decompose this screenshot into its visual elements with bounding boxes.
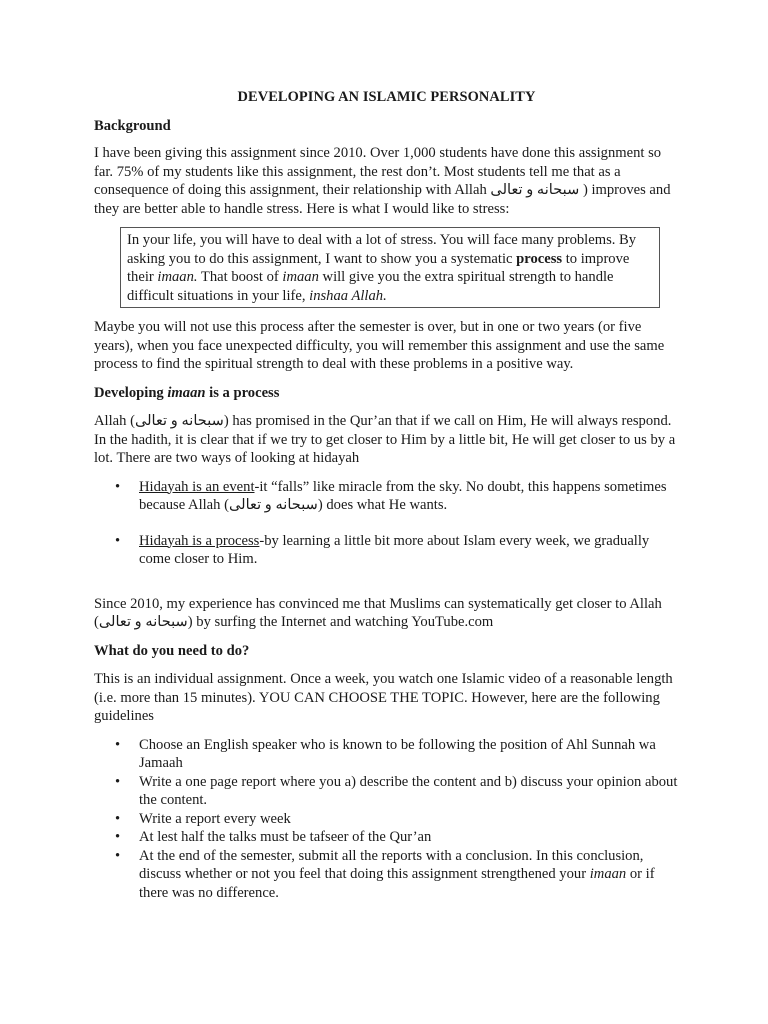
list-item: • At lest half the talks must be tafseer of the Qur’an: [115, 829, 432, 845]
process-heading: Developing imaan is a process: [94, 384, 280, 401]
since-paragraph: Since 2010, my experience has convinced me that Muslims can systematically get closer to Allah (سبحانه و تعالى) by surfing the Internet and watching YouTube.com: [94, 595, 662, 630]
background-heading: Background: [94, 117, 171, 134]
bullet-icon: •: [115, 847, 121, 864]
list-item: • Hidayah is an event-it “falls” like miracle from the sky. No doubt, this happens sometimes because Allah (سبحانه و تعالى) does what He wants.: [115, 478, 667, 513]
list-item: • Write a one page report where you a) describe the content and b) discuss your opinion about the content.: [115, 773, 678, 808]
bullet-icon: •: [115, 829, 121, 845]
arabic-honorific: سبحانه و تعالى: [134, 413, 224, 429]
hidayah-list: [94, 478, 679, 569]
list-item: • Choose an English speaker who is known to be following the position of Ahl Sunnah wa Jamaah: [115, 736, 656, 771]
arabic-honorific: سبحانه و تعالى: [490, 182, 580, 198]
bullet-icon: •: [115, 773, 121, 790]
arabic-honorific: سبحانه و تعالى: [228, 497, 318, 513]
highlight-box: In your life, you will have to deal with a lot of stress. You will face many problems. By asking you to do this assignment, I want to show you a systematic process to improve their imaan. That boost of imaan will give you the extra spiritual strength to handle difficult situations in your life, inshaa Allah.: [120, 227, 660, 308]
bullet-icon: •: [115, 810, 121, 827]
arabic-honorific: سبحانه و تعالى: [98, 614, 188, 630]
bullet-icon: •: [115, 478, 121, 495]
allah-paragraph: Allah (سبحانه و تعالى) has promised in the Qur’an that if we call on Him, He will always respond. In the hadith, it is clear that if we try to get closer to Him by a little bit, He will get closer to us by a lot. There are two ways of looking at hidayah: [94, 413, 676, 466]
document-title: DEVELOPING AN ISLAMIC PERSONALITY: [237, 89, 536, 105]
todo-heading: What do you need to do?: [94, 642, 250, 659]
bullet-icon: •: [115, 532, 121, 549]
document-page: [94, 88, 679, 902]
todo-paragraph: This is an individual assignment. Once a week, you watch one Islamic video of a reasonable length (i.e. more than 15 minutes). YOU CAN CHOOSE THE TOPIC. However, here are the following guidelines: [94, 671, 673, 724]
maybe-paragraph: Maybe you will not use this process after the semester is over, but in one or two years (or five years), when you face unexpected difficulty, you will remember this assignment and use the same process to find the spiritual strength to deal with these problems in a positive way.: [94, 319, 665, 372]
list-item: • Write a report every week: [115, 810, 291, 827]
bullet-icon: •: [115, 736, 121, 753]
list-item: • At the end of the semester, submit all the reports with a conclusion. In this conclusion, discuss whether or not you feel that doing this assignment strengthened your imaan or if there was no difference.: [115, 847, 655, 901]
list-item: • Hidayah is a process-by learning a little bit more about Islam every week, we gradually come closer to Him.: [115, 532, 650, 567]
guidelines-list: [94, 736, 679, 903]
intro-paragraph: I have been giving this assignment since 2010. Over 1,000 students have done this assignment so far. 75% of my students like this assignment, the rest don’t. Most students tell me that as a consequence of doing this assignment, their relationship with Allah سبحانه و تعالى ) improves and they are better able to handle stress. Here is what I would like to stress:: [94, 145, 671, 217]
